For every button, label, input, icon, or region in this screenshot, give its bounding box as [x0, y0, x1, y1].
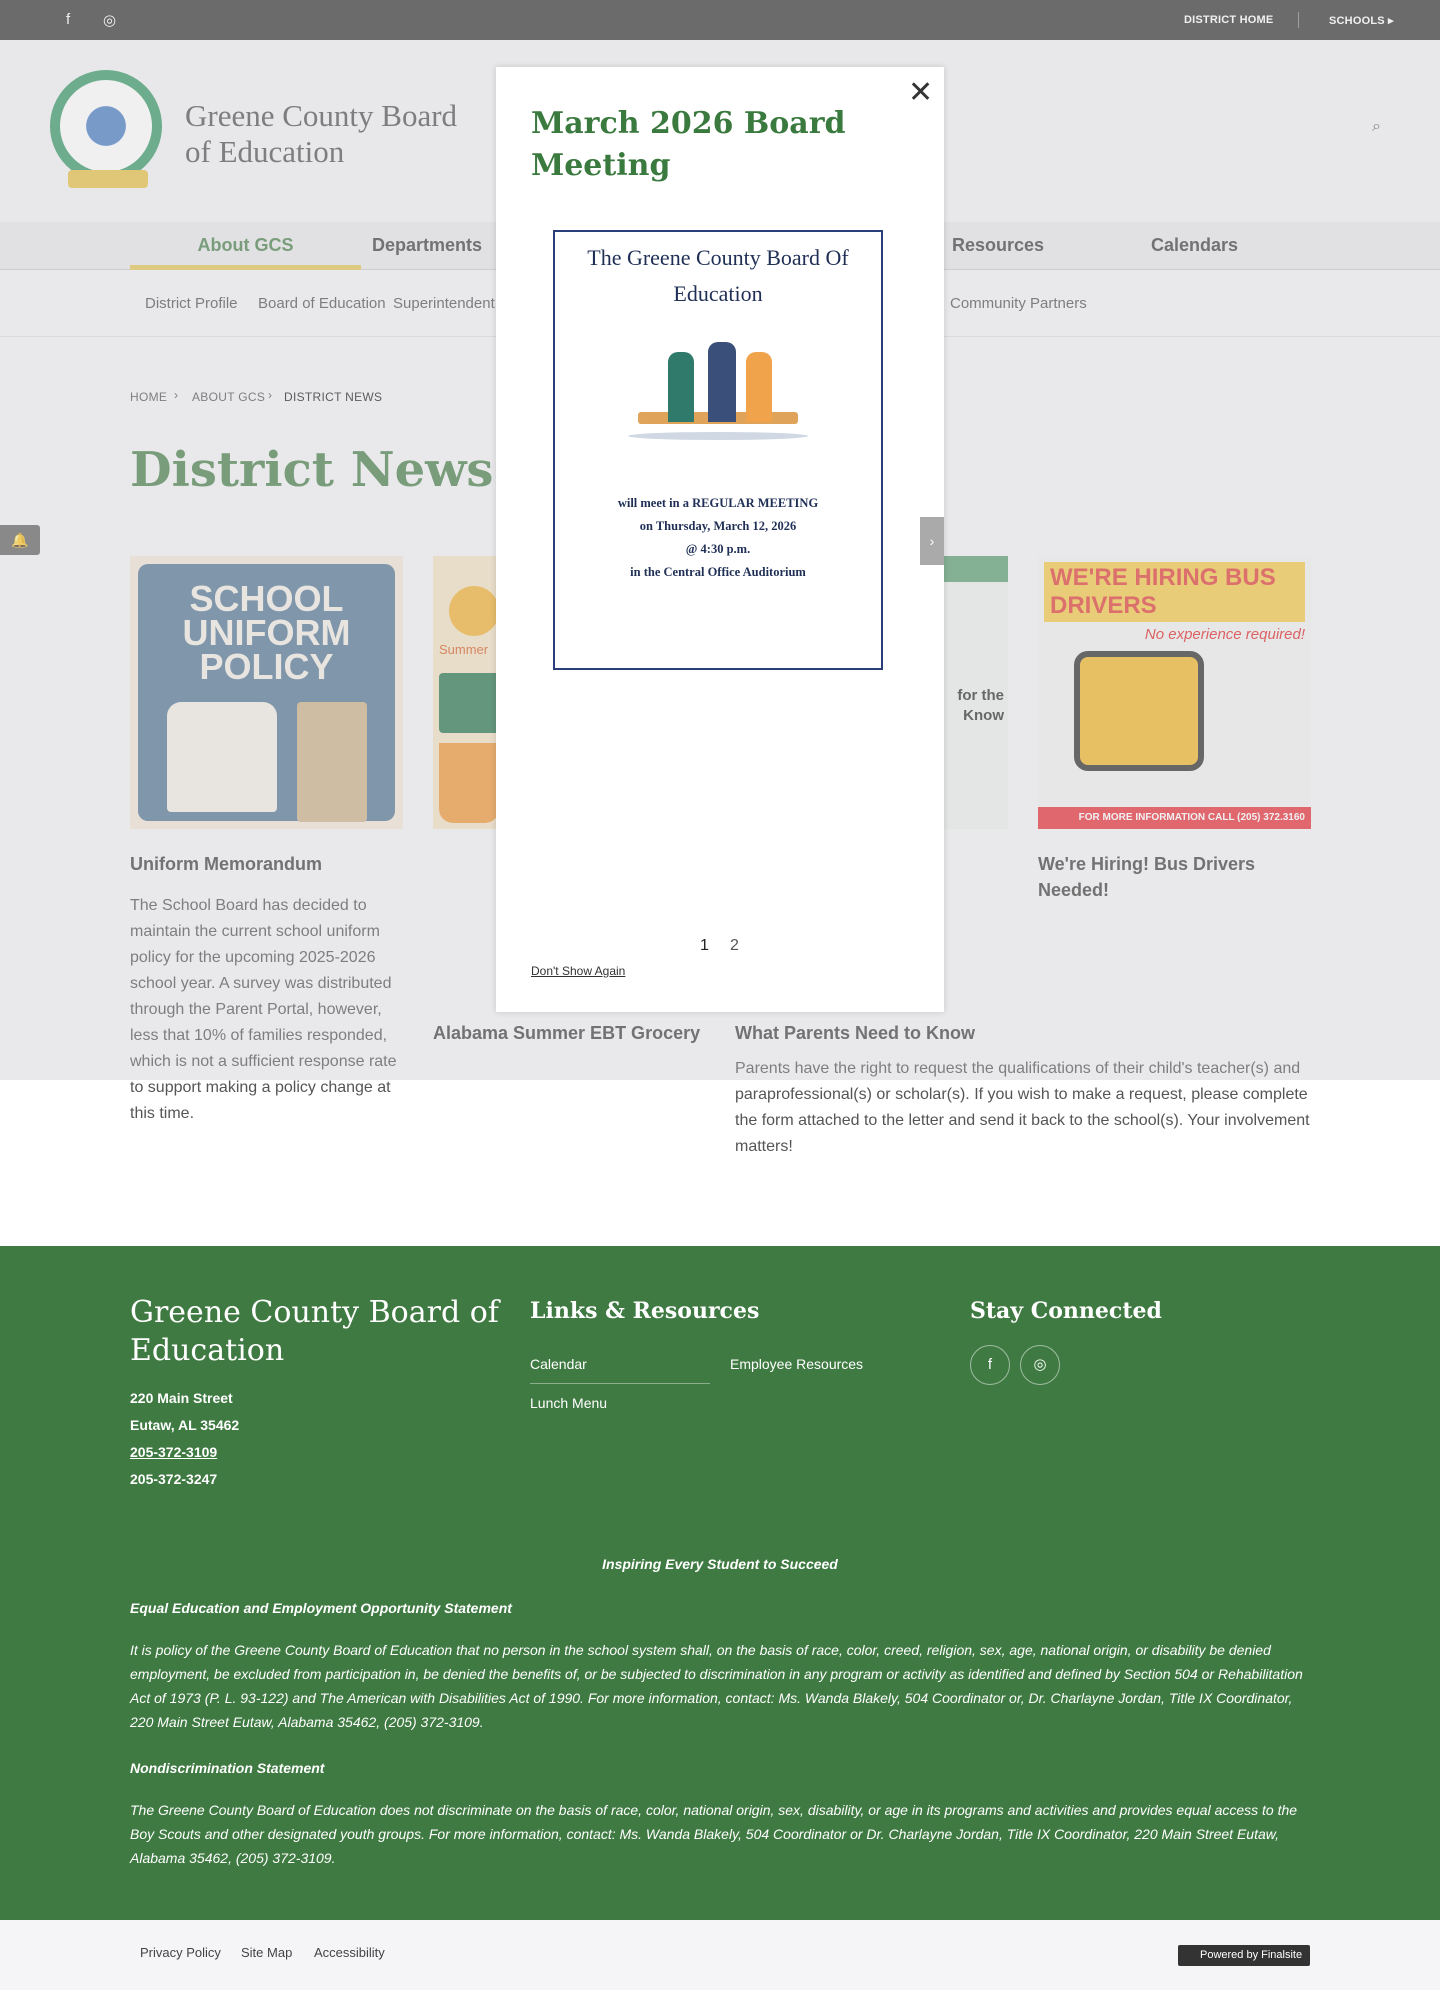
- footer-fax: 205-372-3247: [130, 1471, 218, 1487]
- card-title[interactable]: Alabama Summer EBT Grocery: [433, 1023, 701, 1043]
- nav-calendars[interactable]: Calendars: [1151, 235, 1239, 255]
- instagram-icon[interactable]: ◎: [1020, 1345, 1060, 1385]
- chevron-right-icon: ›: [174, 388, 178, 402]
- modal-title: March 2026 Board Meeting: [531, 106, 846, 183]
- nav-about-gcs[interactable]: About GCS: [130, 235, 361, 270]
- footer-link-employee-resources[interactable]: Employee Resources: [730, 1356, 864, 1372]
- breadcrumb-current: DISTRICT NEWS: [284, 390, 383, 404]
- nav-resources[interactable]: Resources: [952, 235, 1045, 255]
- page-1-button[interactable]: 1: [700, 937, 709, 954]
- facebook-icon[interactable]: f: [66, 11, 71, 28]
- card-description: The School Board has decided to maintain the current school uniform policy for the upcoming 2025-2026 school year. A survey was distributed through the Parent Portal, however, less that 10% of families responded, which is not a sufficient response rate to support making a policy change at this time.: [130, 897, 397, 1122]
- tagline: Inspiring Every Student to Succeed: [602, 1556, 838, 1572]
- card-description: Parents have the right to request the qualifications of their child's teacher(s) and paraprofessional(s) or scholar(s). If you wish to make a request, please complete the form attached to the letter and send it back to the school(s). Your involvement matters!: [735, 1060, 1310, 1155]
- board-meeting-flyer: The Greene County Board Of Education will meet in a REGULAR MEETING on Thursday, March 12, 2026 @ 4:30 p.m. in the Central Office Auditorium: [553, 230, 883, 670]
- stay-connected-heading: Stay Connected: [970, 1298, 1162, 1324]
- powered-by-finalsite-badge[interactable]: Powered by Finalsite: [1178, 1945, 1310, 1966]
- dont-show-again-link[interactable]: Don't Show Again: [531, 964, 626, 978]
- nondiscrimination-statement: The Greene County Board of Education does not discriminate on the basis of race, color, national origin, sex, disability, or age in its programs and activities and provides equal access to the Boy Scouts and other designated youth groups. For more information, contact: Ms. Wanda Blakely, 504 Coordinator or Dr. Charlayne Jordan, Title IX Coordinator, 220 Main Street Eutaw, Alabama 35462, (205) 372-3109.: [130, 1802, 1298, 1866]
- search-icon[interactable]: ⌕: [1372, 118, 1381, 135]
- eeo-statement: It is policy of the Greene County Board of Education that no person in the school system shall, on the basis of race, color, creed, religion, sex, age, national origin, or disability be denied employment, be excluded from participation in, be denied the benefits of, or be subjected to discrimination in any program or activity as identified and defined by Section 504 or Rehabilitation Act of 1973 (P. L. 93-122) and The American with Disabilities Act of 1990. For more information, contact: Ms. Wanda Blakely, 504 Coordinator or, Dr. Charlayne Jordan, Title IX Coordinator, 220 Main Street Eutaw, Alabama 35462, (205) 372-3109.: [130, 1642, 1303, 1730]
- subnav-board-of-education[interactable]: Board of Education: [258, 295, 386, 312]
- uniform-poster: SCHOOL UNIFORM POLICY: [138, 564, 395, 821]
- district-home-link[interactable]: DISTRICT HOME: [1184, 14, 1274, 26]
- meeting-illustration: [628, 332, 808, 452]
- close-icon[interactable]: ✕: [908, 76, 934, 109]
- schools-menu[interactable]: SCHOOLS ▸: [1329, 15, 1394, 27]
- footer-phone-link[interactable]: 205-372-3109: [130, 1444, 218, 1460]
- footer-district-name: Greene County Board of Education: [130, 1295, 499, 1368]
- nondiscrimination-heading: Nondiscrimination Statement: [130, 1760, 325, 1776]
- nav-departments[interactable]: Departments: [372, 235, 483, 255]
- next-arrow-button[interactable]: ›: [920, 517, 944, 565]
- card-title[interactable]: What Parents Need to Know: [735, 1023, 976, 1043]
- site-map-link[interactable]: Site Map: [241, 1945, 293, 1960]
- page-title: District News: [130, 442, 494, 498]
- breadcrumb-home[interactable]: HOME: [130, 390, 168, 404]
- site-title[interactable]: Greene County Board of Education: [185, 98, 458, 169]
- bottom-bar: [0, 1920, 1440, 1990]
- subnav-district-profile[interactable]: District Profile: [145, 295, 238, 312]
- bell-icon[interactable]: 🔔: [0, 525, 40, 555]
- card-title[interactable]: We're Hiring! Bus Drivers Needed!: [1038, 854, 1256, 900]
- card-image[interactable]: for the Know: [735, 556, 1008, 829]
- announcement-modal: [496, 67, 944, 1012]
- subnav-superintendent[interactable]: Superintendent: [393, 295, 495, 312]
- footer-link-lunch-menu[interactable]: Lunch Menu: [530, 1395, 608, 1411]
- subnav-community-partners[interactable]: Community Partners: [950, 295, 1087, 312]
- site-footer: [0, 1246, 1440, 1920]
- card-image[interactable]: Summer: [433, 556, 706, 829]
- footer-address-street: 220 Main Street: [130, 1390, 233, 1406]
- privacy-policy-link[interactable]: Privacy Policy: [140, 1945, 221, 1960]
- breadcrumb-about[interactable]: ABOUT GCS: [192, 390, 266, 404]
- eeo-heading: Equal Education and Employment Opportunity Statement: [130, 1600, 512, 1616]
- chevron-right-icon: ›: [268, 388, 272, 402]
- divider: [530, 1383, 710, 1384]
- links-heading: Links & Resources: [530, 1298, 760, 1324]
- facebook-icon[interactable]: f: [970, 1345, 1010, 1385]
- footer-address-city: Eutaw, AL 35462: [130, 1417, 240, 1433]
- footer-link-calendar[interactable]: Calendar: [530, 1356, 587, 1372]
- card-image[interactable]: WE'RE HIRING BUS DRIVERS No experience required! FOR MORE INFORMATION CALL (205) 372.3160: [1038, 556, 1311, 829]
- instagram-icon[interactable]: ◎: [103, 12, 117, 29]
- card-title[interactable]: Uniform Memorandum: [130, 854, 323, 874]
- accessibility-link[interactable]: Accessibility: [314, 1945, 385, 1960]
- page-2-button[interactable]: 2: [730, 937, 739, 954]
